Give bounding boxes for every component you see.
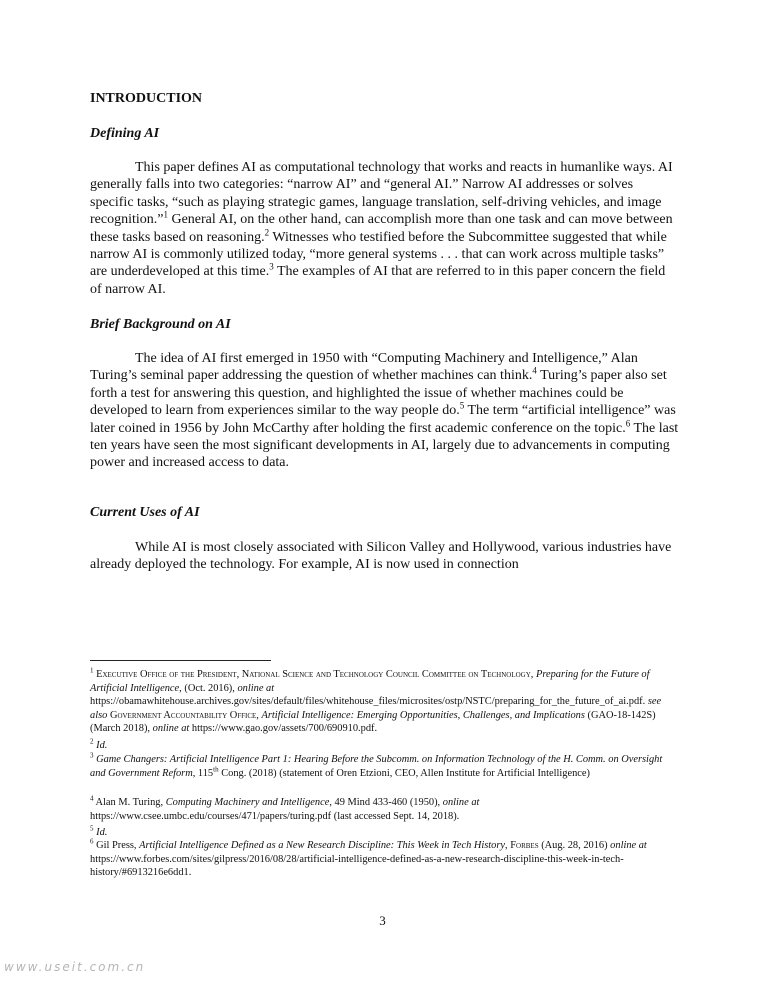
footnote-1: $^1$ Executive Office of the President, National Science and Technology Council Committee on Technology, Preparing for the Future of Artificial Intelligence, (Oct. 2016), online at https://obamawhitehouse.archives.gov/sites/default/files/whitehouse_files/microsites/ostp/NSTC/preparing_for_the_future_of_ai.pdf. see also Government Accountability Office, Artificial Intelligence: Emerging Opportunities, Challenges, and Implications (GAO-18-142S) (March 2018), online at https://www.gao.gov/assets/700/690910.pdf. [90,666,662,734]
paragraph-brief-background [90,350,680,472]
para-text: The idea of AI first emerged in 1950 with “Computing Machinery and Intelligence,” Alan Turing’s seminal paper addressing the question of whether machines can think. [90,351,638,384]
footnote-ref: 5 [459,400,465,411]
para-text: The term “artificial intelligence” was later coined in 1956 by John McCarthy after holding the first academic conference on the topic. [90,403,676,436]
footnote-6: $^6$ Gil Press, Artificial Intelligence Defined as a New Research Discipline: This Week in Tech History, Forbes (Aug. 28, 2016) online at https://www.forbes.com/sites/gilpress/2016/08/28/artificial-intelligence-defined-as-a-new-research-discipline-this-week-in-tech-history/#6913216e6dd1. [90,837,647,878]
paragraph-current-uses [90,539,680,574]
paragraph-defining-ai [90,159,680,298]
heading-brief-background: Brief Background on AI [90,317,231,332]
footnote-5: $^5$ Id. [90,824,108,838]
para-text: General AI, on the other hand, can accomplish more than one task and can move between these tasks based on reasoning. [90,212,673,245]
para-text: The last ten years have seen the most significant developments in AI, largely due to advancements in computing power and increased access to data. [90,420,679,471]
footnote-4: $^4$ Alan M. Turing, Computing Machinery and Intelligence, 49 Mind 433-460 (1950), online at https://www.csee.umbc.edu/courses/471/papers/turing.pdf (last accessed Sept. 14, 2018). [90,794,480,822]
heading-introduction: INTRODUCTION [90,91,203,106]
footnote-ref: 3 [269,261,274,272]
footnote-separator [90,660,271,661]
page-number: 3 [379,913,386,928]
footnote-2: $^2$ Id. [90,737,108,751]
para-text: While AI is most closely associated with Silicon Valley and Hollywood, various industries have already deployed the technology. For example, AI is now used in connection [90,540,672,573]
para-text: This paper defines AI as computational technology that works and reacts in humanlike ways. AI generally falls into two categories: “narrow AI” and “general AI.” Narrow AI addresses or solves specific tasks, “such as playing strategic games, language translation, self-driving vehicles, and image recognition.” [90,160,673,228]
footnote-ref: 6 [625,417,631,428]
footnote-ref: 1 [163,209,168,220]
heading-current-uses: Current Uses of AI [90,505,200,520]
para-text: The examples of AI that are referred to in this paper concern the field of narrow AI. [90,264,666,297]
para-text: Turing’s paper also set forth a test for answering this question, and highlighted the issue of whether machines could be developed to learn from experiences similar to the way people do. [90,368,667,419]
footnote-ref: 2 [264,226,270,237]
footnote-ref: 4 [532,365,537,376]
footnote-3: $^3$ Game Changers: Artificial Intelligence Part 1: Hearing Before the Subcomm. on Information Technology of the H. Comm. on Oversight and Government Reform, 115th Cong. (2018) (statement of Oren Etzioni, CEO, Allen Institute for Artificial Intelligence) [90,751,663,779]
watermark: www.useit.com.cn [4,960,146,974]
heading-defining-ai: Defining AI [90,126,160,141]
para-text: Witnesses who testified before the Subcommittee suggested that while narrow AI is commonly utilized today, “more general systems . . . that can work across multiple tasks” are underdeveloped at this time. [90,229,667,280]
